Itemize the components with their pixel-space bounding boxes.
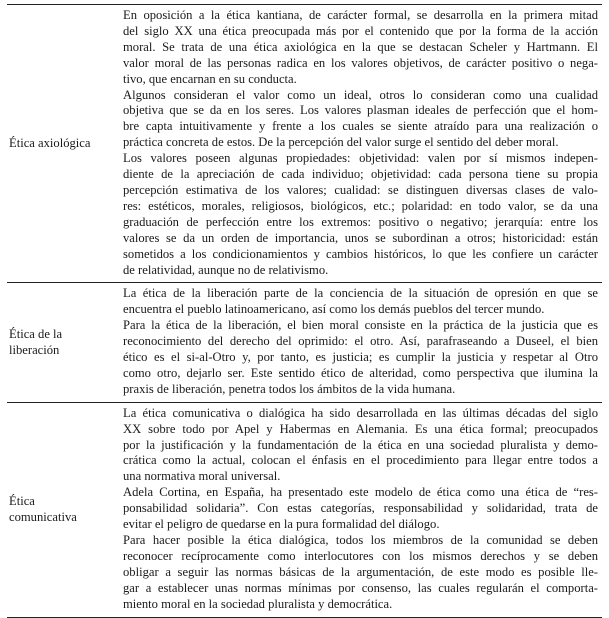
row-description bbox=[117, 283, 602, 402]
text-line: encuentra el pueblo latinoamericano, así como los demás pueblos del tercer mundo. bbox=[123, 302, 545, 317]
text-line: moral. Se trata de una ética axiológica en la que se destacan Scheler y Hartmann. El bbox=[123, 39, 598, 54]
text-line: valor moral de las personas radica en los valores objetivos, de carácter positivo o nega- bbox=[123, 55, 598, 70]
text-line: una normativa moral universal. bbox=[123, 469, 281, 484]
text-line: tivo, que encarnan en su conducta. bbox=[123, 71, 297, 86]
text-line: objetiva que se da en los seres. Los valores plasman ideales de perfección que el hom- bbox=[123, 103, 598, 118]
text-line: res: estéticos, morales, religiosos, biológicos, etc.; polaridad: en todo valor, se da una bbox=[123, 198, 598, 213]
text-line: Adela Cortina, en España, ha presentado este modelo de ética como una ética de “res- bbox=[123, 485, 598, 500]
row-description bbox=[117, 402, 602, 617]
text-line: sometidos a los condicionamientos y cambios históricos, lo que les confiere un carácter bbox=[123, 246, 598, 261]
text-line: Los valores poseen algunas propiedades: objetividad: valen por sí mismos indepen- bbox=[123, 151, 598, 166]
paragraph bbox=[123, 8, 598, 88]
text-line: diente de la apreciación de cada individuo; objetividad: cada persona tiene su propia bbox=[123, 167, 598, 182]
row-description bbox=[117, 5, 602, 283]
text-line: XX sobre todo por Apel y Habermas en Alemania. Es una ética formal; preocupados bbox=[123, 421, 598, 436]
text-line: obligar a seguir las normas básicas de la argumentación, de este modo es posible lle- bbox=[123, 564, 598, 579]
table-row bbox=[7, 5, 602, 283]
text-line: En oposición a la ética kantiana, de carácter formal, se desarrolla en la primera mitad bbox=[123, 8, 598, 22]
text-line: graduación de perfección entre los extremos: positivo o negativo; jerarquía: entre los bbox=[123, 214, 598, 229]
text-line: de relatividad, aunque no de relativismo. bbox=[123, 262, 329, 277]
text-line: evitar el peligro de quedarse en la pura formalidad del diálogo. bbox=[123, 517, 440, 532]
paragraph bbox=[123, 533, 598, 613]
text-line: valores se da un orden de importancia, unos se subordinan a otros; historicidad: están bbox=[123, 230, 598, 245]
row-label-line: Ética de la bbox=[9, 326, 63, 341]
text-line: ponsabilidad solidaria”. Con estas categorías, responsabilidad y solidaridad, trata de bbox=[123, 501, 598, 516]
text-line: ético es el si-al-Otro y, por tanto, es justicia; es cumplir la justicia y respetar al Otro bbox=[123, 350, 598, 365]
text-line: como otro, dejarlo ser. Este sentido ético de alteridad, como perspectiva que ilumina la bbox=[123, 365, 598, 380]
row-label bbox=[7, 5, 117, 283]
paragraph bbox=[123, 151, 598, 278]
table-row bbox=[7, 283, 602, 402]
paragraph bbox=[123, 286, 598, 318]
row-label bbox=[7, 402, 117, 617]
row-label-line: Ética bbox=[9, 493, 35, 508]
row-label bbox=[7, 283, 117, 402]
paragraph bbox=[123, 88, 598, 152]
row-label-line: liberación bbox=[9, 342, 60, 357]
text-line: La ética de la liberación parte de la conciencia de la situación de opresión en que se bbox=[123, 286, 598, 301]
text-line: miento moral en la sociedad pluralista y democrática. bbox=[123, 596, 393, 611]
text-line: Para hacer posible la ética dialógica, todos los miembros de la comunidad se deben bbox=[123, 533, 598, 547]
text-line: práctica concreta de estos. De la percepción del valor surge el sentido del deber moral. bbox=[123, 135, 559, 150]
text-line: reconocimiento del derecho del oprimido: el otro. Así, parafraseando a Duseel, el bien bbox=[123, 334, 598, 349]
text-line: percepción estimativa de los valores; cualidad: se distinguen diversas clases de valo- bbox=[123, 182, 598, 197]
text-line: del siglo XX una ética preocupada más por el contenido que por la forma de la acción bbox=[123, 23, 598, 38]
paragraph bbox=[123, 406, 598, 486]
ethics-table bbox=[7, 4, 602, 618]
row-label-line: comunicativa bbox=[9, 509, 77, 524]
row-label-line: Ética axiológica bbox=[9, 135, 91, 150]
text-line: praxis de liberación, penetra todos los ámbitos de la vida humana. bbox=[123, 381, 456, 396]
text-line: crática como la actual, colocan el énfasis en el procedimiento para llegar entre todos a bbox=[123, 453, 598, 468]
text-line: reconocer recíprocamente como interlocutores con los mismos derechos y se deben bbox=[123, 548, 598, 563]
text-line: bre capta intuitivamente y frente a los cuales se siente atraído para una realización o bbox=[123, 119, 598, 134]
table-row bbox=[7, 402, 602, 617]
text-line: gar a establecer unas normas mínimas por consenso, las cuales regularán el comporta- bbox=[123, 580, 598, 595]
paragraph bbox=[123, 485, 598, 533]
text-line: por la justificación y la fundamentación de la ética en una sociedad pluralista y demo- bbox=[123, 437, 598, 452]
paragraph bbox=[123, 318, 598, 398]
text-line: La ética comunicativa o dialógica ha sido desarrollada en las últimas décadas del siglo bbox=[123, 405, 598, 420]
text-line: Para la ética de la liberación, el bien moral consiste en la práctica de la justicia que es bbox=[123, 318, 598, 333]
ethics-table-body bbox=[7, 5, 602, 618]
text-line: Algunos consideran el valor como un ideal, otros lo consideran como una cualidad bbox=[123, 87, 598, 102]
